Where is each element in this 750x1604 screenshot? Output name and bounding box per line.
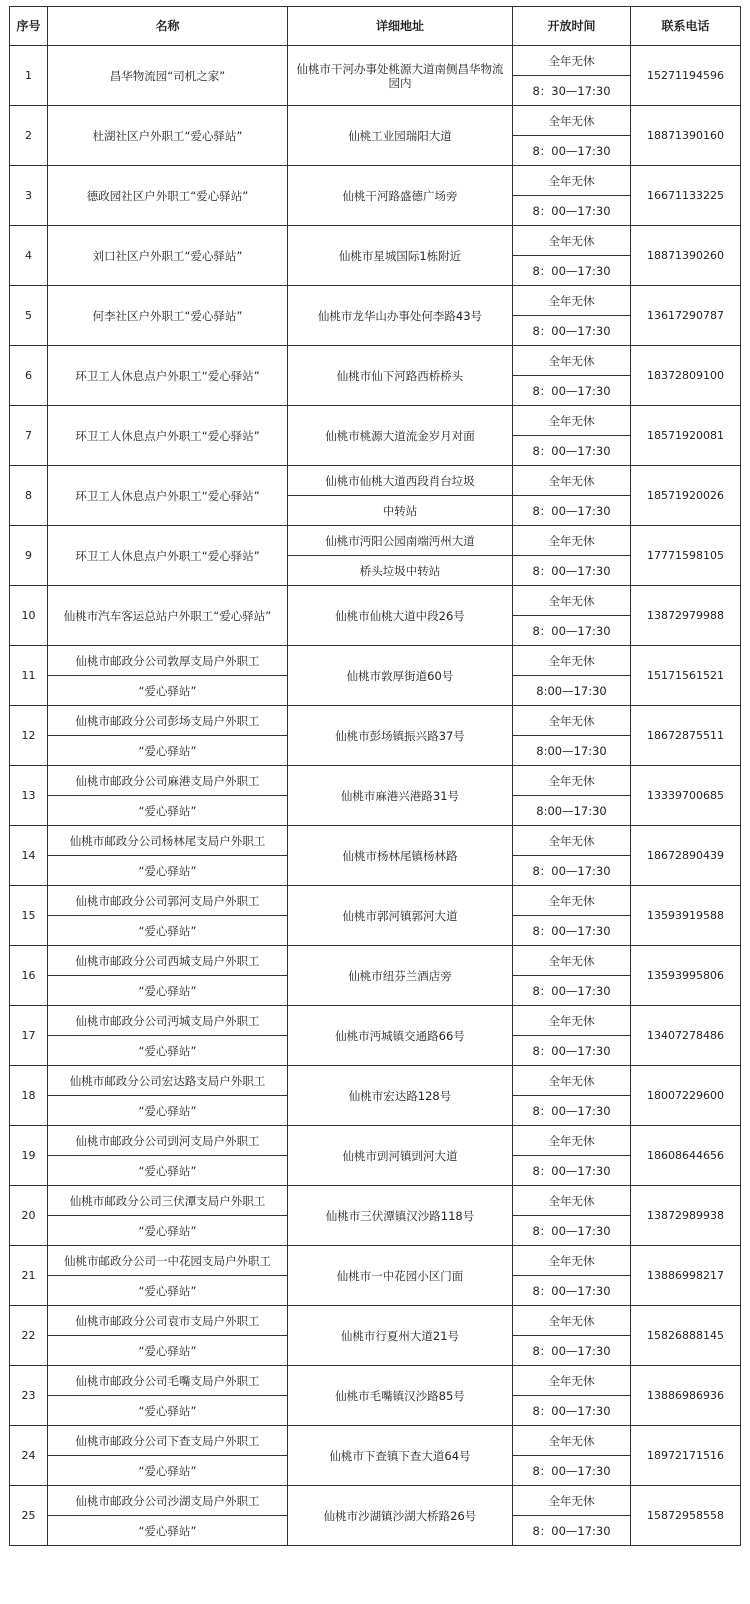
phone-number: 18672890439 <box>631 826 741 886</box>
row-number: 12 <box>10 706 48 766</box>
row-number: 2 <box>10 106 48 166</box>
station-table-wrapper <box>9 6 741 1546</box>
station-address: 仙桃市星城国际1栋附近 <box>288 226 513 286</box>
phone-number: 15872958558 <box>631 1486 741 1546</box>
station-name-tag: “爱心驿站” <box>48 1516 288 1546</box>
station-address: 仙桃市干河办事处桃源大道南侧昌华物流园内 <box>288 46 513 106</box>
station-name-tag: “爱心驿站” <box>48 916 288 946</box>
station-address: 仙桃市沙湖镇沙湖大桥路26号 <box>288 1486 513 1546</box>
station-name-tag: “爱心驿站” <box>48 1156 288 1186</box>
open-days: 全年无休 <box>513 766 631 796</box>
table-row <box>10 46 741 76</box>
table-row <box>10 1486 741 1516</box>
open-days: 全年无休 <box>513 706 631 736</box>
station-name: 仙桃市邮政分公司彭场支局户外职工 <box>48 706 288 736</box>
open-days: 全年无休 <box>513 1246 631 1276</box>
phone-number: 18372809100 <box>631 346 741 406</box>
station-name: 刘口社区户外职工“爱心驿站” <box>48 226 288 286</box>
station-name: 环卫工人休息点户外职工“爱心驿站” <box>48 466 288 526</box>
open-hours: 8：00—17:30 <box>513 1036 631 1066</box>
row-number: 14 <box>10 826 48 886</box>
open-days: 全年无休 <box>513 346 631 376</box>
open-days: 全年无休 <box>513 1486 631 1516</box>
open-hours: 8：00—17:30 <box>513 496 631 526</box>
open-hours: 8：00—17:30 <box>513 256 631 286</box>
open-days: 全年无休 <box>513 106 631 136</box>
table-row <box>10 226 741 256</box>
open-days: 全年无休 <box>513 166 631 196</box>
open-hours: 8：00—17:30 <box>513 1156 631 1186</box>
header-address: 详细地址 <box>288 7 513 46</box>
station-address: 仙桃市杨林尾镇杨林路 <box>288 826 513 886</box>
row-number: 13 <box>10 766 48 826</box>
table-row <box>10 946 741 976</box>
open-days: 全年无休 <box>513 406 631 436</box>
phone-number: 13593995806 <box>631 946 741 1006</box>
station-name-tag: “爱心驿站” <box>48 856 288 886</box>
station-name: 昌华物流园“司机之家” <box>48 46 288 106</box>
phone-number: 18871390160 <box>631 106 741 166</box>
row-number: 4 <box>10 226 48 286</box>
station-name: 仙桃市邮政分公司下查支局户外职工 <box>48 1426 288 1456</box>
station-address: 仙桃市仙下河路西桥桥头 <box>288 346 513 406</box>
station-address: 仙桃市麻港兴港路31号 <box>288 766 513 826</box>
station-name-tag: “爱心驿站” <box>48 1276 288 1306</box>
phone-number: 13886998217 <box>631 1246 741 1306</box>
station-name: 仙桃市邮政分公司剅河支局户外职工 <box>48 1126 288 1156</box>
station-name: 环卫工人休息点户外职工“爱心驿站” <box>48 406 288 466</box>
row-number: 9 <box>10 526 48 586</box>
open-hours: 8：00—17:30 <box>513 1516 631 1546</box>
station-name: 仙桃市邮政分公司沔城支局户外职工 <box>48 1006 288 1036</box>
phone-number: 18972171516 <box>631 1426 741 1486</box>
open-hours: 8：00—17:30 <box>513 376 631 406</box>
open-days: 全年无休 <box>513 946 631 976</box>
open-hours: 8：00—17:30 <box>513 1456 631 1486</box>
station-address: 仙桃干河路盛德广场旁 <box>288 166 513 226</box>
station-address: 仙桃市沔城镇交通路66号 <box>288 1006 513 1066</box>
open-hours: 8：00—17:30 <box>513 1336 631 1366</box>
station-name: 仙桃市邮政分公司毛嘴支局户外职工 <box>48 1366 288 1396</box>
phone-number: 13407278486 <box>631 1006 741 1066</box>
table-body <box>10 46 741 1546</box>
row-number: 23 <box>10 1366 48 1426</box>
header-no: 序号 <box>10 7 48 46</box>
station-name: 仙桃市邮政分公司一中花园支局户外职工 <box>48 1246 288 1276</box>
row-number: 3 <box>10 166 48 226</box>
station-name: 德政园社区户外职工“爱心驿站” <box>48 166 288 226</box>
phone-number: 15826888145 <box>631 1306 741 1366</box>
open-hours: 8：00—17:30 <box>513 976 631 1006</box>
phone-number: 13872989938 <box>631 1186 741 1246</box>
station-name: 杜湖社区户外职工“爱心驿站” <box>48 106 288 166</box>
table-row <box>10 526 741 556</box>
open-days: 全年无休 <box>513 226 631 256</box>
table-row <box>10 826 741 856</box>
station-address: 仙桃市桃源大道流金岁月对面 <box>288 406 513 466</box>
station-address: 仙桃市一中花园小区门面 <box>288 1246 513 1306</box>
row-number: 19 <box>10 1126 48 1186</box>
station-address: 仙桃市仙桃大道中段26号 <box>288 586 513 646</box>
station-address: 仙桃市彭场镇振兴路37号 <box>288 706 513 766</box>
open-hours: 8：00—17:30 <box>513 856 631 886</box>
table-row <box>10 1186 741 1216</box>
station-name: 环卫工人休息点户外职工“爱心驿站” <box>48 526 288 586</box>
table-row <box>10 466 741 496</box>
table-row <box>10 346 741 376</box>
row-number: 15 <box>10 886 48 946</box>
station-name-tag: “爱心驿站” <box>48 976 288 1006</box>
phone-number: 18571920081 <box>631 406 741 466</box>
station-address: 仙桃市龙华山办事处何李路43号 <box>288 286 513 346</box>
station-name: 仙桃市邮政分公司杨林尾支局户外职工 <box>48 826 288 856</box>
open-days: 全年无休 <box>513 646 631 676</box>
row-number: 6 <box>10 346 48 406</box>
row-number: 16 <box>10 946 48 1006</box>
phone-number: 13872979988 <box>631 586 741 646</box>
station-name-tag: “爱心驿站” <box>48 796 288 826</box>
station-table <box>9 6 741 1546</box>
header-row <box>10 7 741 46</box>
station-name: 仙桃市邮政分公司沙湖支局户外职工 <box>48 1486 288 1516</box>
station-name-tag: “爱心驿站” <box>48 1096 288 1126</box>
row-number: 1 <box>10 46 48 106</box>
header-name: 名称 <box>48 7 288 46</box>
station-address: 仙桃市敦厚街道60号 <box>288 646 513 706</box>
station-name: 仙桃市邮政分公司郭河支局户外职工 <box>48 886 288 916</box>
open-hours: 8：00—17:30 <box>513 1216 631 1246</box>
open-days: 全年无休 <box>513 526 631 556</box>
open-hours: 8：00—17:30 <box>513 556 631 586</box>
open-days: 全年无休 <box>513 1426 631 1456</box>
station-name: 仙桃市汽车客运总站户外职工“爱心驿站” <box>48 586 288 646</box>
station-name: 仙桃市邮政分公司敦厚支局户外职工 <box>48 646 288 676</box>
station-address: 仙桃市宏达路128号 <box>288 1066 513 1126</box>
phone-number: 13339700685 <box>631 766 741 826</box>
open-hours: 8：00—17:30 <box>513 436 631 466</box>
station-address-cont: 桥头垃圾中转站 <box>288 556 513 586</box>
open-days: 全年无休 <box>513 1306 631 1336</box>
open-hours: 8：00—17:30 <box>513 1396 631 1426</box>
table-row <box>10 166 741 196</box>
station-name-tag: “爱心驿站” <box>48 676 288 706</box>
station-name: 环卫工人休息点户外职工“爱心驿站” <box>48 346 288 406</box>
header-phone: 联系电话 <box>631 7 741 46</box>
open-hours: 8：00—17:30 <box>513 316 631 346</box>
station-name-tag: “爱心驿站” <box>48 1336 288 1366</box>
station-name-tag: “爱心驿站” <box>48 1036 288 1066</box>
table-row <box>10 706 741 736</box>
phone-number: 15171561521 <box>631 646 741 706</box>
open-hours: 8：00—17:30 <box>513 136 631 166</box>
station-name-tag: “爱心驿站” <box>48 1396 288 1426</box>
open-days: 全年无休 <box>513 46 631 76</box>
row-number: 17 <box>10 1006 48 1066</box>
station-address: 仙桃市毛嘴镇汉沙路85号 <box>288 1366 513 1426</box>
station-address: 仙桃市下查镇下查大道64号 <box>288 1426 513 1486</box>
table-row <box>10 766 741 796</box>
table-row <box>10 1246 741 1276</box>
open-days: 全年无休 <box>513 1186 631 1216</box>
row-number: 24 <box>10 1426 48 1486</box>
station-address: 仙桃工业园瑞阳大道 <box>288 106 513 166</box>
open-hours: 8:00—17:30 <box>513 676 631 706</box>
phone-number: 18672875511 <box>631 706 741 766</box>
row-number: 25 <box>10 1486 48 1546</box>
station-address: 仙桃市三伏潭镇汉沙路118号 <box>288 1186 513 1246</box>
open-days: 全年无休 <box>513 826 631 856</box>
station-name: 仙桃市邮政分公司麻港支局户外职工 <box>48 766 288 796</box>
open-days: 全年无休 <box>513 1126 631 1156</box>
phone-number: 18871390260 <box>631 226 741 286</box>
station-name: 何李社区户外职工“爱心驿站” <box>48 286 288 346</box>
station-address: 仙桃市剅河镇剅河大道 <box>288 1126 513 1186</box>
phone-number: 18571920026 <box>631 466 741 526</box>
station-name-tag: “爱心驿站” <box>48 1216 288 1246</box>
row-number: 5 <box>10 286 48 346</box>
phone-number: 17771598105 <box>631 526 741 586</box>
table-row <box>10 286 741 316</box>
table-row <box>10 1366 741 1396</box>
open-hours: 8：00—17:30 <box>513 616 631 646</box>
phone-number: 18608644656 <box>631 1126 741 1186</box>
table-row <box>10 1126 741 1156</box>
station-address: 仙桃市仙桃大道西段肖台垃圾 <box>288 466 513 496</box>
phone-number: 13617290787 <box>631 286 741 346</box>
table-row <box>10 1426 741 1456</box>
table-row <box>10 646 741 676</box>
open-days: 全年无休 <box>513 466 631 496</box>
table-row <box>10 1006 741 1036</box>
open-hours: 8：00—17:30 <box>513 196 631 226</box>
open-days: 全年无休 <box>513 1006 631 1036</box>
phone-number: 18007229600 <box>631 1066 741 1126</box>
station-address: 仙桃市行夏州大道21号 <box>288 1306 513 1366</box>
open-days: 全年无休 <box>513 286 631 316</box>
station-address: 仙桃市郭河镇郭河大道 <box>288 886 513 946</box>
row-number: 8 <box>10 466 48 526</box>
row-number: 22 <box>10 1306 48 1366</box>
row-number: 21 <box>10 1246 48 1306</box>
open-days: 全年无休 <box>513 586 631 616</box>
table-row <box>10 1066 741 1096</box>
station-name: 仙桃市邮政分公司三伏潭支局户外职工 <box>48 1186 288 1216</box>
open-days: 全年无休 <box>513 1366 631 1396</box>
phone-number: 15271194596 <box>631 46 741 106</box>
row-number: 20 <box>10 1186 48 1246</box>
phone-number: 16671133225 <box>631 166 741 226</box>
station-address-cont: 中转站 <box>288 496 513 526</box>
station-address: 仙桃市纽芬兰酒店旁 <box>288 946 513 1006</box>
station-name: 仙桃市邮政分公司西城支局户外职工 <box>48 946 288 976</box>
open-hours: 8:00—17:30 <box>513 736 631 766</box>
open-days: 全年无休 <box>513 1066 631 1096</box>
station-name-tag: “爱心驿站” <box>48 1456 288 1486</box>
station-name-tag: “爱心驿站” <box>48 736 288 766</box>
open-hours: 8：00—17:30 <box>513 1276 631 1306</box>
phone-number: 13886986936 <box>631 1366 741 1426</box>
row-number: 11 <box>10 646 48 706</box>
row-number: 18 <box>10 1066 48 1126</box>
table-row <box>10 886 741 916</box>
open-hours: 8：30—17:30 <box>513 76 631 106</box>
table-row <box>10 406 741 436</box>
open-hours: 8：00—17:30 <box>513 916 631 946</box>
row-number: 10 <box>10 586 48 646</box>
open-hours: 8:00—17:30 <box>513 796 631 826</box>
table-row <box>10 586 741 616</box>
table-row <box>10 1306 741 1336</box>
header-open-time: 开放时间 <box>513 7 631 46</box>
open-hours: 8：00—17:30 <box>513 1096 631 1126</box>
phone-number: 13593919588 <box>631 886 741 946</box>
station-address: 仙桃市沔阳公园南端沔州大道 <box>288 526 513 556</box>
table-row <box>10 106 741 136</box>
station-name: 仙桃市邮政分公司宏达路支局户外职工 <box>48 1066 288 1096</box>
station-name: 仙桃市邮政分公司袁市支局户外职工 <box>48 1306 288 1336</box>
open-days: 全年无休 <box>513 886 631 916</box>
row-number: 7 <box>10 406 48 466</box>
